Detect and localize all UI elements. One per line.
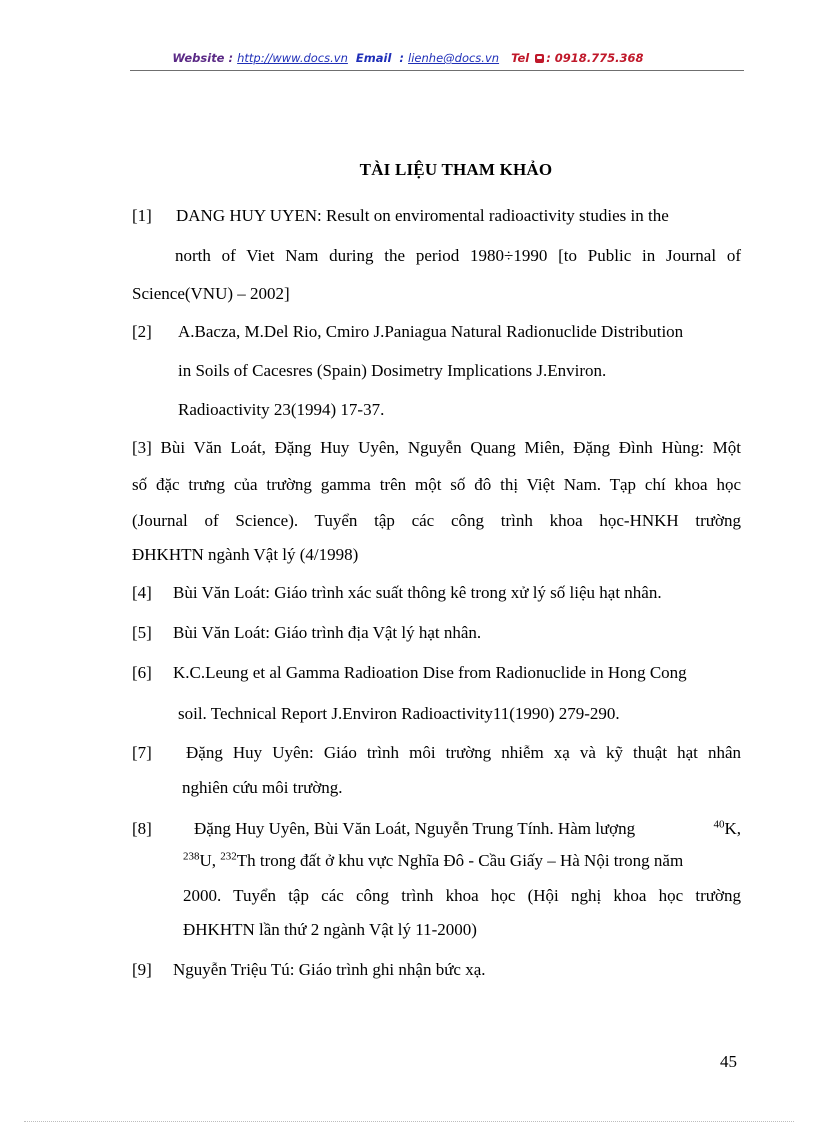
ref-6-number: [6]: [132, 663, 152, 682]
ref-2-line-2: in Soils of Cacesres (Spain) Dosimetry Implications J.Environ.: [178, 361, 607, 380]
ref-7-line-1: Đặng Huy Uyên: Giáo trình môi trường nhiễm xạ và kỹ thuật hạt nhân: [186, 743, 741, 762]
ref-3-line-3: (Journal of Science). Tuyển tập các công trình khoa học-HNKH trường: [132, 511, 741, 530]
email-separator: :: [399, 51, 405, 65]
th232-superscript: 232: [220, 850, 237, 863]
tel-number: : 0918.775.368: [546, 51, 644, 65]
ref-8-line-2-text: Th trong đất ở khu vực Nghĩa Đô - Cầu Giấy – Hà Nội trong năm: [236, 851, 684, 870]
ref-7-line-2: nghiên cứu môi trường.: [182, 778, 343, 797]
ref-6-line-2: soil. Technical Report J.Environ Radioactivity11(1990) 279-290.: [178, 704, 620, 723]
ref-3-line-4: ĐHKHTN ngành Vật lý (4/1998): [132, 545, 359, 564]
ref-9-text: Nguyễn Triệu Tú: Giáo trình ghi nhận bức xạ.: [173, 960, 486, 979]
ref-8-line-4: ĐHKHTN lần thứ 2 ngành Vật lý 11-2000): [183, 920, 477, 939]
ref-6-line-1: K.C.Leung et al Gamma Radioation Dise from Radionuclide in Hong Cong: [173, 663, 687, 682]
u-symbol: U,: [199, 851, 217, 870]
k40-superscript: 40: [713, 818, 725, 831]
ref-7-number: [7]: [132, 743, 152, 762]
ref-2-line-3: Radioactivity 23(1994) 17-37.: [178, 400, 385, 419]
ref-8-line-2: [183, 851, 683, 871]
ref-8-number: [8]: [132, 819, 152, 838]
email-label: Email: [355, 51, 392, 65]
phone-icon: [535, 54, 544, 63]
ref-4-number: [4]: [132, 583, 152, 602]
ref-8-line-1: [194, 819, 741, 839]
ref-9-number: [9]: [132, 960, 152, 979]
page-title: TÀI LIỆU THAM KHẢO: [359, 160, 553, 179]
tel-label: Tel: [511, 51, 530, 65]
ref-8-line-1-text: Đặng Huy Uyên, Bùi Văn Loát, Nguyễn Trung Tính. Hàm lượng: [194, 819, 636, 838]
email-link[interactable]: lienhe@docs.vn: [408, 51, 500, 65]
ref-2-line-1: A.Bacza, M.Del Rio, Cmiro J.Paniagua Natural Radionuclide Distribution: [178, 322, 684, 341]
ref-1-line-2: north of Viet Nam during the period 1980÷1990 [to Public in Journal of: [175, 246, 741, 265]
page-header: [0, 51, 816, 65]
ref-5-text: Bùi Văn Loát: Giáo trình địa Vật lý hạt nhân.: [173, 623, 482, 642]
header-divider: [130, 70, 744, 71]
website-link[interactable]: http://www.docs.vn: [237, 51, 348, 65]
ref-8-line-3: 2000. Tuyển tập các công trình khoa học (Hội nghị khoa học trường: [183, 886, 741, 905]
ref-1-line-1: DANG HUY UYEN: Result on enviromental radioactivity studies in the: [176, 206, 669, 225]
k-symbol: K,: [724, 819, 741, 838]
website-label: Website :: [172, 51, 234, 65]
ref-2-number: [2]: [132, 322, 152, 341]
page-number: 45: [720, 1052, 737, 1071]
ref-1-number: [1]: [132, 206, 152, 225]
ref-3-line-2: số đặc trưng của trường gamma trên một số đô thị Việt Nam. Tạp chí khoa học: [132, 475, 741, 494]
ref-3-line-1: [3] Bùi Văn Loát, Đặng Huy Uyên, Nguyễn Quang Miên, Đặng Đình Hùng: Một: [132, 438, 741, 457]
u238-superscript: 238: [183, 850, 200, 863]
ref-5-number: [5]: [132, 623, 152, 642]
ref-4-text: Bùi Văn Loát: Giáo trình xác suất thông kê trong xử lý số liệu hạt nhân.: [173, 583, 662, 602]
footer-divider: [24, 1121, 794, 1122]
ref-1-line-3: Science(VNU) – 2002]: [132, 284, 290, 303]
